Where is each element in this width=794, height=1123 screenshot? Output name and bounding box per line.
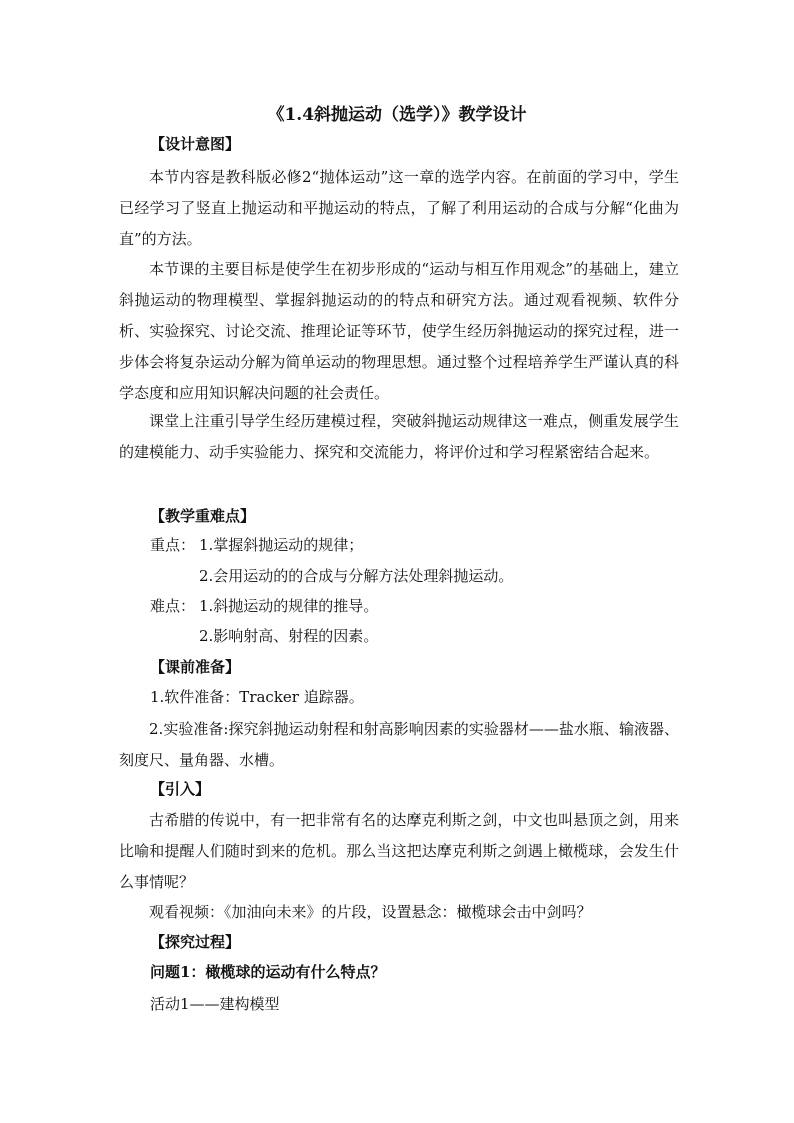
paragraph-design-intent-2: 本节课的主要目标是使学生在初步形成的“运动与相互作用观念”的基础上，建立斜抛运动的物理模型、掌握斜抛运动的的特点和研究方法。通过观看视频、软件分析、实验探究、讨论交流、推理论证等环节，使学生经历斜抛运动的探究过程，进一步体会将复杂运动分解为简单运动的物理思想。通过整个过程培养学生严谨认真的科学态度和应用知识解决问题的社会责任。	[119, 260, 679, 402]
heading-preparation: 【课前准备】	[150, 658, 241, 676]
focus-item-2: 2.会用运动的的合成与分解方法处理斜抛运动。	[199, 567, 514, 585]
preparation-item-2: 2.实验准备:探究斜抛运动射程和射高影响因素的实验器材——盐水瓶、输液器、刻度尺、量角器、水槽。	[119, 720, 679, 769]
difficulty-item-1: 1.斜抛运动的规律的推导。	[199, 597, 379, 615]
heading-introduction: 【引入】	[150, 780, 211, 798]
heading-design-intent: 【设计意图】	[150, 135, 241, 153]
paragraph-introduction-2: 观看视频：《加油向未来》的片段，设置悬念：橄榄球会击中剑吗？	[149, 903, 592, 921]
preparation-item-1: 1.软件准备：Tracker 追踪器。	[150, 688, 364, 706]
paragraph-design-intent-1: 本节内容是教科版必修2“抛体运动”这一章的选学内容。在前面的学习中，学生已经学习了竖直上抛运动和平抛运动的特点，了解了利用运动的合成与分解“化曲为直”的方法。	[119, 168, 679, 248]
inquiry-activity-1: 活动1——建构模型	[150, 995, 280, 1013]
difficulty-label: 难点：	[150, 597, 196, 615]
paragraph-design-intent-3: 课堂上注重引导学生经历建模过程，突破斜抛运动规律这一难点，侧重发展学生的建模能力、动手实验能力、探究和交流能力，将评价过和学习程紧密结合起来。	[119, 412, 679, 461]
focus-item-1: 1.掌握斜抛运动的规律；	[199, 536, 364, 554]
focus-label: 重点：	[150, 536, 196, 554]
document-title: 《1.4斜抛运动（选学）》教学设计	[267, 105, 527, 125]
paragraph-introduction-1: 古希腊的传说中，有一把非常有名的达摩克利斯之剑，中文也叫悬顶之剑，用来比喻和提醒人们随时到来的危机。那么当这把达摩克利斯之剑遇上橄榄球，会发生什么事情呢？	[119, 811, 679, 891]
heading-key-points: 【教学重难点】	[150, 507, 256, 525]
heading-inquiry: 【探究过程】	[150, 933, 241, 951]
difficulty-item-2: 2.影响射高、射程的因素。	[199, 627, 379, 645]
inquiry-question-1: 问题1：橄榄球的运动有什么特点？	[150, 963, 386, 981]
